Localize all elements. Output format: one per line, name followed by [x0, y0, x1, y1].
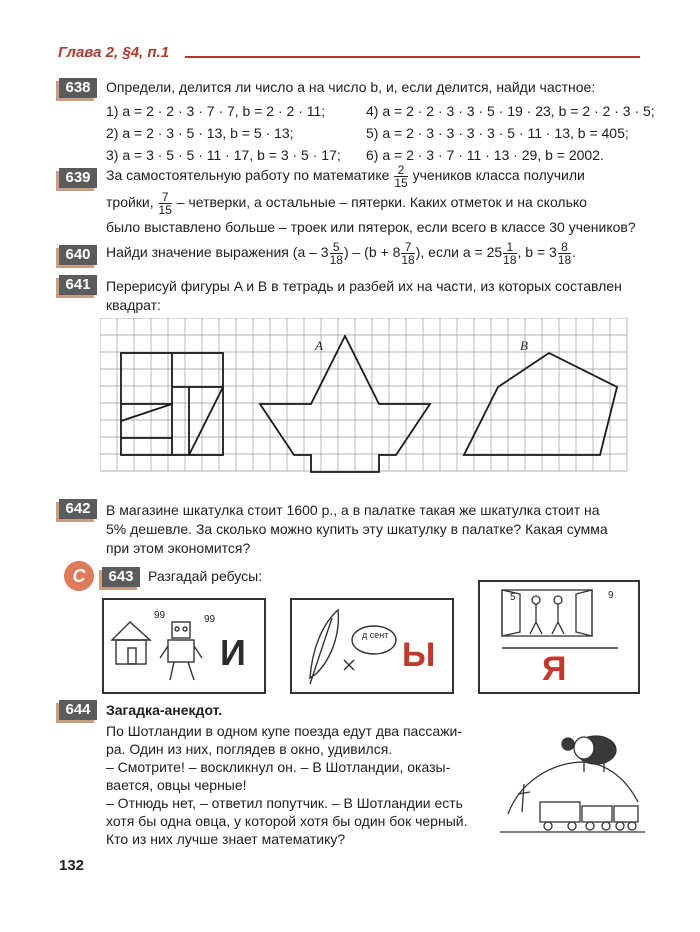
- p641-line-1: Перерисуй фигуры A и B в тетрадь и разбей их на части, из которых составлен: [106, 278, 622, 294]
- p644-title: Загадка-анекдот.: [106, 702, 223, 718]
- problem-number-643: 643: [102, 567, 140, 587]
- challenge-badge: C: [64, 561, 94, 591]
- rebus-3-primes-a: 5: [510, 592, 516, 603]
- grid-figures: [100, 318, 640, 480]
- label-a: A: [315, 338, 323, 353]
- p644-line-5: – Отнюдь нет, – ответил попутчик. – В Шотландии есть: [106, 795, 463, 811]
- rebus-2-coin-text: д сент: [362, 630, 389, 640]
- p644-line-1: По Шотландии в одном купе поезда едут два пассажи-: [106, 723, 462, 739]
- rebus-2: [290, 598, 454, 694]
- p642-line-2: 5% дешевле. За сколько можно купить эту шкатулку в палатке? Какая сумма: [106, 521, 608, 537]
- header-rule: [185, 56, 640, 58]
- p638-item-2: 2) a = 2 · 3 · 5 · 13, b = 5 · 13;: [106, 125, 294, 141]
- p642-line-3: при этом экономится?: [106, 540, 251, 556]
- p644-line-7: Кто из них лучше знает математику?: [106, 831, 346, 847]
- page-number: 132: [59, 857, 85, 874]
- problem-number-642: 642: [59, 499, 97, 519]
- fraction-7-15: $\frac{7}{15}$: [158, 190, 172, 217]
- p638-item-3: 3) a = 3 · 5 · 5 · 11 · 17, b = 3 · 5 · 17;: [106, 147, 341, 163]
- p640-expression: Найди значение выражения (a – 3 $\frac{5}{18}$ ) – (b + 8 $\frac{7}{18}$ ), если a = 25 $\frac{1}{18}$ , b = 3 $\frac{8}{18}$ .: [106, 240, 577, 267]
- figure-b: [464, 353, 617, 455]
- p639-line-2: тройки, $\frac{7}{15}$ – четверки, а остальные – пятерки. Каких отметок и на сколько: [106, 190, 587, 217]
- rebus-3: [478, 580, 640, 694]
- p638-item-6: 6) a = 2 · 3 · 7 · 11 · 13 · 29, b = 2002.: [366, 147, 604, 163]
- rebus-2-letter: Ы: [402, 636, 436, 674]
- rebus-1-primes-a: 99: [154, 610, 166, 621]
- p643-text: Разгадай ребусы:: [148, 568, 263, 584]
- p639-line-3: было выставлено больше – троек или пятерок, если всего в классе 30 учеников?: [106, 219, 636, 235]
- rebus-1: [102, 598, 266, 694]
- fraction-2-15: $\frac{2}{15}$: [394, 163, 408, 190]
- rebus-1-letter: И: [220, 632, 246, 673]
- rebus-3-letter: Я: [542, 650, 567, 688]
- p639-line-1: За самостоятельную работу по математике $\frac{2}{15}$ учеников класса получили: [106, 163, 585, 190]
- rebus-3-primes-b: 9: [608, 590, 614, 601]
- problem-number-638: 638: [59, 78, 97, 98]
- p638-item-5: 5) a = 2 · 3 · 3 · 3 · 3 · 5 · 11 · 13, b = 405;: [366, 125, 629, 141]
- problem-number-641: 641: [59, 275, 97, 295]
- p638-intro: Определи, делится ли число a на число b, и, если делится, найди частное:: [106, 79, 596, 95]
- p641-line-2: квадрат:: [106, 297, 161, 313]
- problem-number-640: 640: [59, 245, 97, 265]
- p642-line-1: В магазине шкатулка стоит 1600 р., а в палатке такая же шкатулка стоит на: [106, 502, 600, 518]
- figure-a: [260, 336, 430, 472]
- label-b: B: [520, 338, 528, 353]
- p638-item-1: 1) a = 2 · 2 · 3 · 7 · 7, b = 2 · 2 · 11;: [106, 103, 326, 119]
- p638-item-4: 4) a = 2 · 2 · 3 · 3 · 5 · 19 · 23, b = 2 · 2 · 3 · 5;: [366, 103, 655, 119]
- problem-number-644: 644: [59, 700, 97, 720]
- chapter-header: Глава 2, §4, п.1: [58, 44, 170, 61]
- p644-line-6: хотя бы одна овца, у которой хотя бы один бок черный.: [106, 813, 468, 829]
- p644-line-4: вается, овцы черные!: [106, 777, 247, 793]
- p644-line-2: ра. Один из них, поглядев в окно, удивился.: [106, 741, 393, 757]
- rebus-1-primes-b: 99: [204, 614, 216, 625]
- sheep-train-illustration: [500, 722, 645, 837]
- p644-line-3: – Смотрите! – воскликнул он. – В Шотландии, оказы-: [106, 759, 451, 775]
- problem-number-639: 639: [59, 168, 97, 188]
